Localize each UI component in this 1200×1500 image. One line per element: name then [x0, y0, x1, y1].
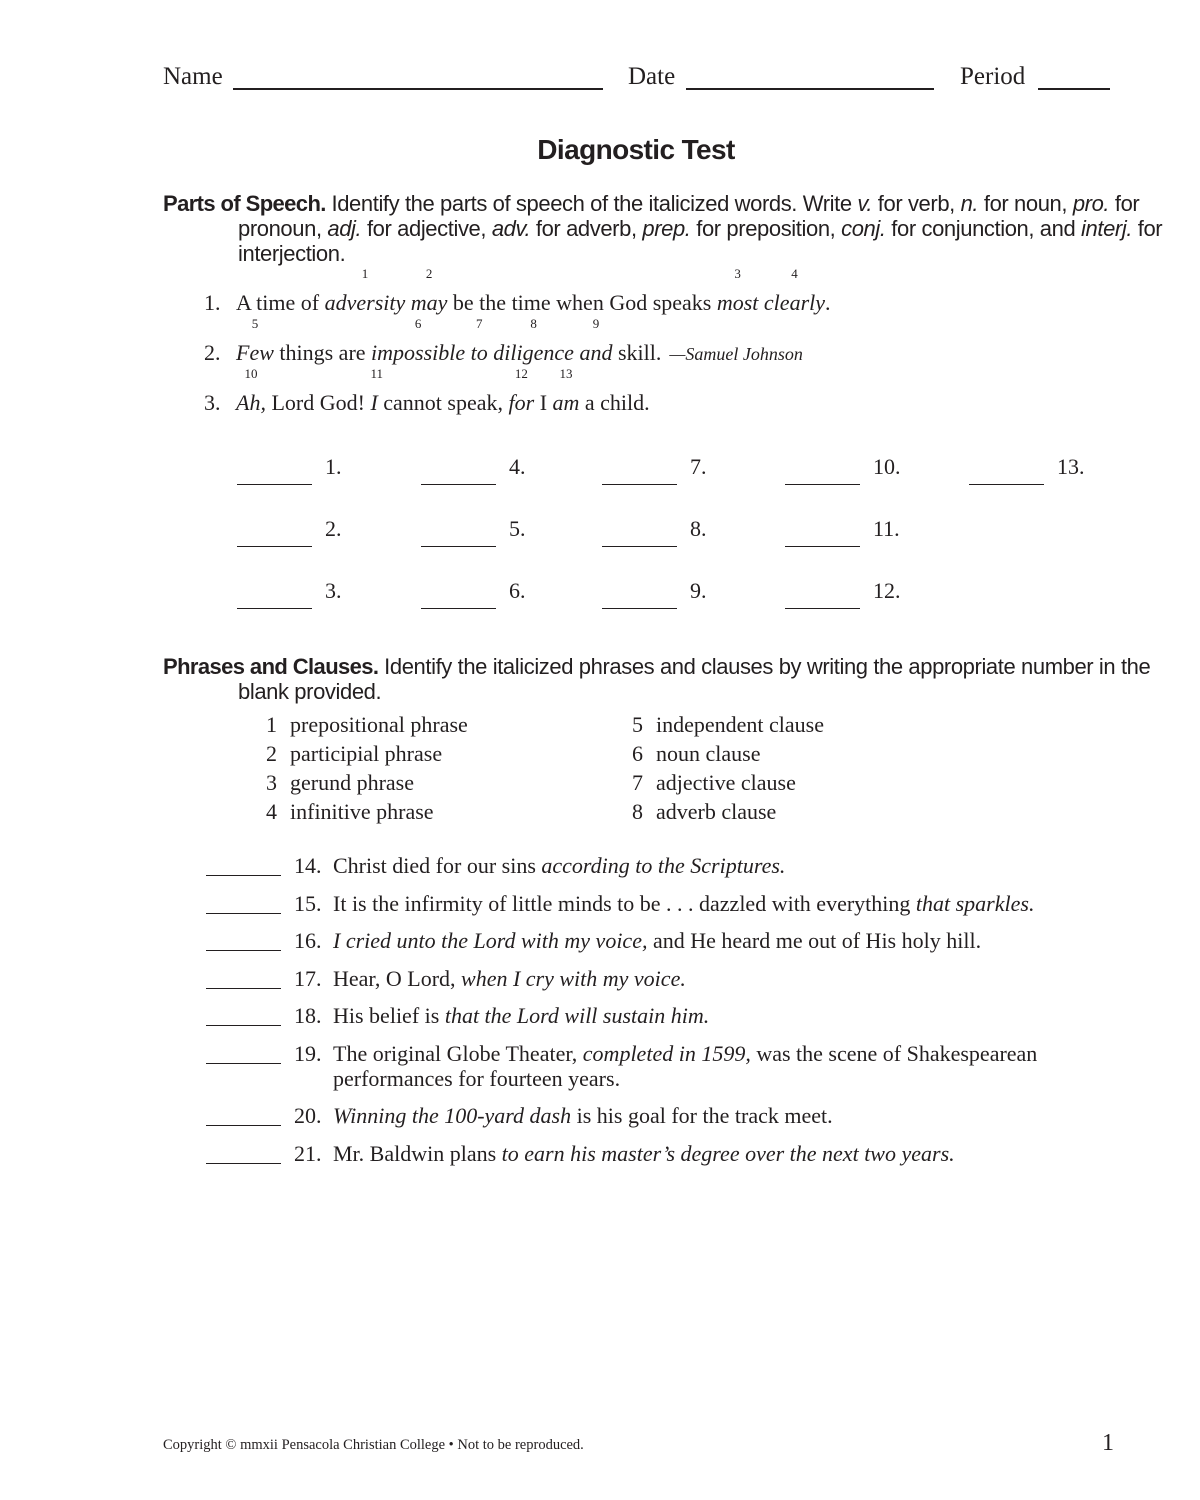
- answer-number: 7.: [690, 454, 707, 479]
- answer-blank[interactable]: [421, 608, 496, 609]
- answer-blank[interactable]: [206, 875, 281, 876]
- text-segment: is his goal for the track meet.: [571, 1103, 833, 1128]
- instruction-segment: adv.: [491, 216, 531, 241]
- sentence-number: 2.: [204, 340, 221, 365]
- key-label: independent clause: [656, 712, 824, 737]
- attribution: —Samuel Johnson: [669, 344, 803, 364]
- word-number: 2: [425, 266, 433, 281]
- sentence: [204, 266, 831, 316]
- word-number: 6: [414, 316, 422, 331]
- answer-number: 12.: [873, 578, 901, 603]
- key-number: 6: [632, 741, 643, 766]
- numbered-word: adversity 1: [324, 266, 406, 315]
- numbered-word: to 7: [470, 316, 488, 365]
- parts-of-speech-instructions: [163, 191, 1178, 266]
- text-segment: to earn his master’s degree over the next two years.: [501, 1141, 955, 1166]
- key-item: [632, 712, 824, 738]
- question-text: [333, 1141, 1103, 1166]
- answer-blank[interactable]: [785, 484, 860, 485]
- phrases-clauses-heading: Phrases and Clauses.: [163, 654, 379, 679]
- text-segment: [465, 340, 471, 365]
- instruction-segment: for pronoun,: [238, 191, 1140, 241]
- question-text: [333, 1103, 1103, 1128]
- question-number: 17.: [294, 966, 322, 991]
- question-number: 15.: [294, 891, 322, 916]
- key-label: gerund phrase: [290, 770, 415, 795]
- key-number: 5: [632, 712, 643, 737]
- text-segment: Lord God!: [265, 390, 371, 415]
- word-number: 3: [734, 266, 741, 281]
- key-label: prepositional phrase: [290, 712, 468, 737]
- key-label: adjective clause: [656, 770, 796, 795]
- name-label: Name: [163, 63, 223, 90]
- instruction-segment: for verb,: [872, 191, 961, 216]
- answer-blank[interactable]: [206, 1125, 281, 1126]
- answer-blank[interactable]: [785, 546, 860, 547]
- text-segment: according to the Scriptures.: [541, 853, 786, 878]
- answer-number: 11.: [873, 516, 900, 541]
- instruction-segment: for preposition,: [690, 216, 842, 241]
- answer-blank[interactable]: [206, 913, 281, 914]
- numbered-word: most 3: [716, 266, 759, 315]
- text-segment: Hear, O Lord,: [333, 966, 462, 991]
- text-segment: when I cry with my voice.: [461, 966, 686, 991]
- key-label: adverb clause: [656, 799, 777, 824]
- word-number: 10: [244, 366, 258, 381]
- question-number: 20.: [294, 1103, 322, 1128]
- word-number: 4: [791, 266, 798, 281]
- answer-number: 1.: [325, 454, 342, 479]
- text-segment: It is the infirmity of little minds to be . . . dazzled with everything: [333, 891, 916, 916]
- word-number: 8: [530, 316, 537, 331]
- key-item: [266, 712, 468, 738]
- text-segment: and He heard me out of His holy hill.: [647, 928, 982, 953]
- instruction-segment: conj.: [841, 216, 886, 241]
- answer-number: 6.: [509, 578, 526, 603]
- name-field[interactable]: [233, 88, 603, 90]
- key-number: 8: [632, 799, 643, 824]
- answer-number: 2.: [325, 516, 342, 541]
- key-number: 7: [632, 770, 643, 795]
- question-number: 19.: [294, 1041, 322, 1066]
- answer-blank[interactable]: [206, 988, 281, 989]
- answer-number: 10.: [873, 454, 901, 479]
- phrases-clauses-text: Identify the italicized phrases and clauses by writing the appropriate number in the blank provided.: [238, 654, 1151, 704]
- key-number: 2: [266, 741, 277, 766]
- key-item: [266, 799, 434, 825]
- sentence-number: 1.: [204, 290, 221, 315]
- question-number: 14.: [294, 853, 322, 878]
- text-segment: The original Globe Theater,: [333, 1041, 583, 1066]
- key-item: [632, 741, 760, 767]
- text-segment: a child.: [579, 390, 650, 415]
- answer-number: 4.: [509, 454, 526, 479]
- answer-blank[interactable]: [206, 950, 281, 951]
- answer-blank[interactable]: [421, 546, 496, 547]
- text-segment: I cried unto the Lord with my voice,: [333, 928, 648, 953]
- key-label: participial phrase: [290, 741, 443, 766]
- text-segment: Mr. Baldwin plans: [333, 1141, 502, 1166]
- question-text: [333, 1041, 1103, 1091]
- answer-number: 5.: [509, 516, 526, 541]
- instruction-segment: prep.: [642, 216, 691, 241]
- word-number: 1: [361, 266, 369, 281]
- instruction-segment: v.: [857, 191, 873, 216]
- key-number: 4: [266, 799, 277, 824]
- instruction-segment: for interjection.: [238, 216, 1163, 266]
- word-number: 11: [370, 366, 383, 381]
- text-segment: A time of: [236, 290, 325, 315]
- question-text: [333, 928, 1103, 953]
- numbered-word: I 11: [370, 366, 383, 415]
- period-field[interactable]: [1038, 88, 1110, 90]
- numbered-word: for 12: [508, 366, 535, 415]
- text-segment: Christ died for our sins: [333, 853, 542, 878]
- instruction-segment: pro.: [1072, 191, 1110, 216]
- date-label: Date: [628, 63, 676, 90]
- key-number: 1: [266, 712, 277, 737]
- question-text: [333, 966, 1103, 991]
- sentence-number: 3.: [204, 390, 221, 415]
- numbered-word: and 9: [579, 316, 613, 365]
- answer-number: 8.: [690, 516, 707, 541]
- instruction-segment: for noun,: [978, 191, 1073, 216]
- question-number: 21.: [294, 1141, 322, 1166]
- page-title: Diagnostic Test: [537, 134, 735, 165]
- answer-blank[interactable]: [206, 1025, 281, 1026]
- text-segment: that the Lord will sustain him.: [444, 1003, 710, 1028]
- period-label: Period: [960, 63, 1026, 90]
- word-number: 7: [475, 316, 483, 331]
- text-segment: His belief is: [333, 1003, 445, 1028]
- question-text: [333, 1003, 1103, 1028]
- answer-blank[interactable]: [237, 608, 312, 609]
- instruction-segment: for adverb,: [530, 216, 643, 241]
- answer-blank[interactable]: [785, 608, 860, 609]
- question-number: 18.: [294, 1003, 322, 1028]
- answer-blank[interactable]: [969, 484, 1044, 485]
- sentence: [204, 366, 650, 416]
- numbered-word: clearly 4: [763, 266, 826, 315]
- answer-blank[interactable]: [237, 484, 312, 485]
- word-number: 12: [514, 366, 528, 381]
- instruction-segment: n.: [960, 191, 979, 216]
- answer-blank[interactable]: [421, 484, 496, 485]
- parts-of-speech-heading: Parts of Speech.: [163, 191, 326, 216]
- text-segment: that sparkles.: [915, 891, 1035, 916]
- answer-number: 13.: [1057, 454, 1085, 479]
- question-text: [333, 853, 1103, 878]
- key-item: [266, 741, 442, 767]
- word-number: 5: [251, 316, 259, 331]
- text-segment: cannot speak,: [377, 390, 509, 415]
- text-segment: .: [825, 290, 831, 315]
- instruction-segment: Identify the parts of speech of the italicized words. Write: [325, 191, 858, 216]
- word-number: 13: [559, 366, 573, 381]
- numbered-word: am 13: [552, 366, 580, 415]
- answer-number: 9.: [690, 578, 707, 603]
- key-item: [632, 799, 776, 825]
- numbered-word: Ah, 10: [236, 366, 266, 415]
- answer-blank[interactable]: [206, 1163, 281, 1164]
- text-segment: things are: [273, 340, 372, 365]
- text-segment: [405, 290, 411, 315]
- answer-blank[interactable]: [237, 546, 312, 547]
- date-field[interactable]: [686, 88, 934, 90]
- text-segment: was the scene of Shakespearean performances for fourteen years.: [333, 1041, 1038, 1091]
- phrases-clauses-instructions: [163, 654, 1198, 704]
- text-segment: I: [534, 390, 553, 415]
- numbered-word: impossible 6: [371, 316, 466, 365]
- answer-blank[interactable]: [602, 608, 677, 609]
- instruction-segment: interj.: [1081, 216, 1133, 241]
- text-segment: skill.: [612, 340, 662, 365]
- key-label: noun clause: [656, 741, 761, 766]
- text-segment: be the time when God speaks: [447, 290, 717, 315]
- answer-blank[interactable]: [602, 484, 677, 485]
- copyright: Copyright © mmxii Pensacola Christian College • Not to be reproduced.: [163, 1437, 584, 1453]
- numbered-word: diligence 8: [493, 316, 574, 365]
- key-item: [632, 770, 796, 796]
- sentence: [204, 316, 803, 366]
- key-label: infinitive phrase: [290, 799, 434, 824]
- instruction-segment: for conjunction, and: [885, 216, 1082, 241]
- numbered-word: Few 5: [236, 316, 274, 365]
- numbered-word: may 2: [410, 266, 448, 315]
- answer-number: 3.: [325, 578, 342, 603]
- key-number: 3: [266, 770, 277, 795]
- instruction-segment: for adjective,: [361, 216, 492, 241]
- answer-blank[interactable]: [206, 1063, 281, 1064]
- question-text: [333, 891, 1103, 916]
- word-number: 9: [592, 316, 600, 331]
- key-item: [266, 770, 414, 796]
- text-segment: completed in 1599,: [582, 1041, 751, 1066]
- text-segment: Winning the 100-yard dash: [333, 1103, 572, 1128]
- instruction-segment: adj.: [327, 216, 362, 241]
- page-number: 1: [1102, 1430, 1114, 1456]
- answer-blank[interactable]: [602, 546, 677, 547]
- question-number: 16.: [294, 928, 322, 953]
